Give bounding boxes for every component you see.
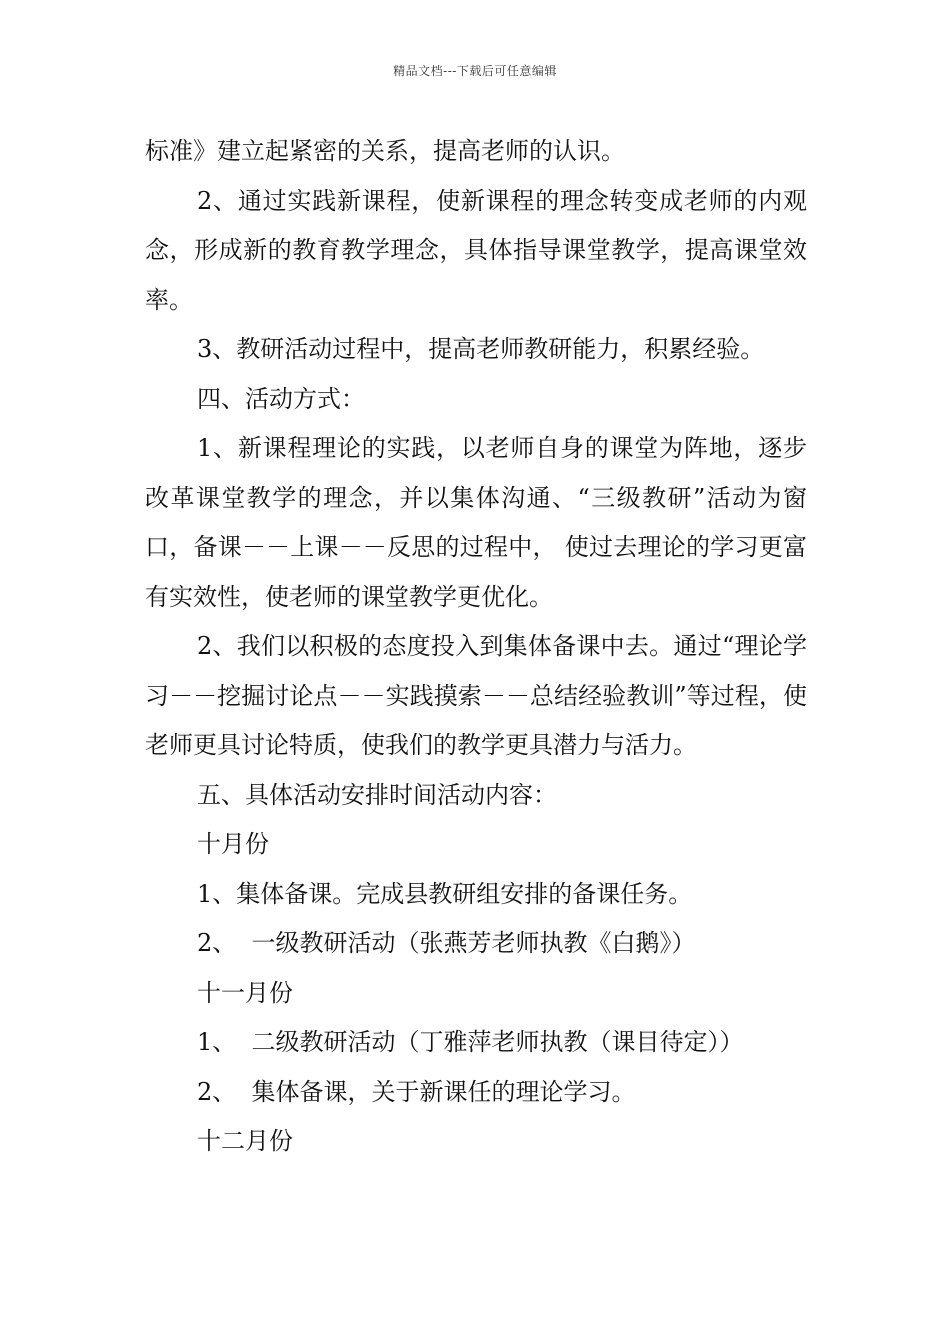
list-item: 2、 集体备课，关于新课任的理论学习。 bbox=[197, 1077, 636, 1106]
list-item: 2、 一级教研活动（张燕芳老师执教《白鹅》） bbox=[197, 929, 696, 957]
list-item: 1、 二级教研活动（丁雅萍老师执教（课目待定）） bbox=[197, 1028, 744, 1056]
month-heading: 十月份 bbox=[197, 830, 269, 858]
document-body bbox=[145, 127, 807, 1167]
month-heading: 十二月份 bbox=[197, 1127, 293, 1155]
section-heading: 四、活动方式： bbox=[197, 384, 365, 413]
paragraph: 2、我们以积极的态度投入到集体备课中去。通过“理论学习－－挖掘讨论点－－实践摸索－－总结经验教训”等过程，使老师更具讨论特质，使我们的教学更具潜力与活力。 bbox=[145, 632, 807, 759]
list-item: 1、集体备课。完成县教研组安排的备课任务。 bbox=[197, 879, 693, 908]
month-heading: 十一月份 bbox=[197, 978, 293, 1007]
paragraph: 3、教研活动过程中，提高老师教研能力，积累经验。 bbox=[197, 335, 765, 363]
paragraph: 1、新课程理论的实践，以老师自身的课堂为阵地，逐步改革课堂教学的理念，并以集体沟通、“三级教研”活动为窗口，备课－－上课－－反思的过程中， 使过去理论的学习更富有实效性，使老师的课堂教学更优化。 bbox=[145, 434, 807, 611]
paragraph: 标准》建立起紧密的关系，提高老师的认识。 bbox=[145, 137, 625, 165]
page-header: 精品文档---下载后可任意编辑 bbox=[393, 64, 557, 78]
paragraph: 2、通过实践新课程，使新课程的理念转变成老师的内观念，形成新的教育教学理念，具体指导课堂教学，提高课堂效率。 bbox=[145, 186, 807, 314]
section-heading: 五、具体活动安排时间活动内容： bbox=[197, 780, 557, 809]
